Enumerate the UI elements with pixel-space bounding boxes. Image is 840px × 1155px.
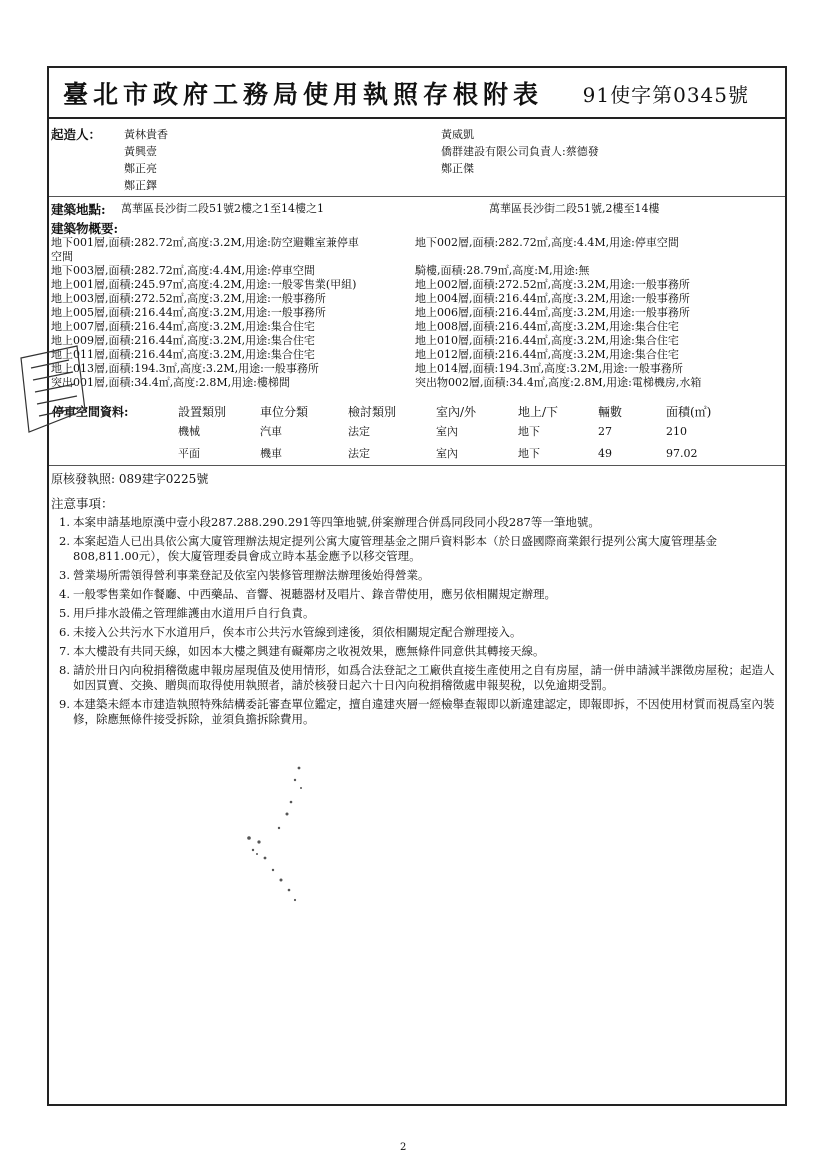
floor-entry: 地上012層,面積:216.44㎡,高度:3.2M,用途:集合住宅 (415, 348, 679, 361)
note-text: 營業場所需領得營利事業登記及依室內裝修管理辦法辦理後始得營業。 (73, 568, 430, 582)
builders-right (441, 126, 599, 177)
floor-entry: 地上009層,面積:216.44㎡,高度:3.2M,用途:集合住宅 (51, 334, 315, 347)
note-text: 未接入公共污水下水道用戶，俟本市公共污水管線到達後，須依相關規定配合辦理接入。 (73, 625, 522, 639)
table-cell: 27 (598, 425, 612, 438)
note-item (51, 534, 779, 564)
note-item (51, 587, 779, 602)
builders-label: 起造人： (51, 127, 102, 142)
note-text: 用戶排水設備之管理維護由水道用戶自行負責。 (73, 606, 315, 620)
overview-right (415, 236, 701, 390)
page-title: 臺北市政府工務局使用執照存根附表 (63, 80, 544, 109)
note-number: 8. (59, 663, 70, 677)
parking-header: 設置類別 (178, 405, 227, 419)
stamp-mark (17, 340, 89, 440)
table-cell: 法定 (348, 447, 370, 460)
note-text: 本建築未經本市建造執照特殊結構委託審查單位鑑定，擅自違建夾層一經檢舉查報即以新違建認定，即報即拆，不因使用材質而視爲室內裝修，除應無條件接受拆除，並須負擔拆除費用。 (73, 697, 775, 726)
floor-entry: 地下001層,面積:282.72㎡,高度:3.2M,用途:防空避難室兼停車 (51, 236, 359, 249)
parking-section (51, 402, 747, 465)
table-cell: 210 (666, 425, 687, 438)
note-number: 6. (59, 625, 70, 639)
builder-name: 黃興壹 (124, 145, 157, 158)
overview-label: 建築物概要: (51, 221, 119, 236)
parking-header: 室內/外 (436, 405, 477, 419)
notes-label: 注意事項： (51, 496, 114, 511)
floor-entry: 地上006層,面積:216.44㎡,高度:3.2M,用途:一般事務所 (415, 306, 690, 319)
page-number: 2 (400, 1142, 407, 1153)
note-number: 7. (59, 644, 70, 658)
floor-entry: 地上011層,面積:216.44㎡,高度:3.2M,用途:集合住宅 (51, 348, 315, 361)
floor-entry: 地上008層,面積:216.44㎡,高度:3.2M,用途:集合住宅 (415, 320, 679, 333)
parking-header: 檢討類別 (348, 405, 397, 419)
note-item (51, 625, 779, 640)
table-cell: 室內 (436, 425, 458, 438)
original-permit-label: 原核發執照: (51, 472, 116, 486)
builder-name: 黃威凱 (441, 128, 474, 141)
site-right: 萬華區長沙街二段51號,2樓至14樓 (489, 202, 660, 215)
note-text: 本案申請基地原漢中壹小段287.288.290.291等四筆地號,併案辦理合併爲同段同小段287等一筆地號。 (73, 515, 600, 529)
floor-entry: 地上001層,面積:245.97㎡,高度:4.2M,用途:一般零售業(甲組) (51, 278, 357, 291)
title-row (49, 68, 785, 119)
floor-entry: 地上013層,面積:194.3㎡,高度:3.2M,用途:一般事務所 (51, 362, 319, 375)
table-cell: 法定 (348, 425, 370, 438)
table-cell: 機車 (260, 447, 282, 460)
floor-entry: 地下003層,面積:282.72㎡,高度:4.4M,用途:停車空間 (51, 264, 315, 277)
note-number: 1. (59, 515, 70, 529)
parking-header: 地上/下 (518, 405, 559, 419)
note-text: 本案起造人已出具依公寓大廈管理辦法規定提列公寓大廈管理基金之開戶資料影本（於日盛國際商業銀行提列公寓大廈管理基金808,811.00元），俟大廈管理委員會成立時本基金應予以移交管理。 (73, 534, 717, 563)
note-number: 5. (59, 606, 70, 620)
floor-entry: 地上010層,面積:216.44㎡,高度:3.2M,用途:集合住宅 (415, 334, 679, 347)
table-cell: 平面 (178, 447, 200, 460)
table-cell: 機械 (178, 425, 200, 438)
floor-entry: 地上014層,面積:194.3㎡,高度:3.2M,用途:一般事務所 (415, 362, 683, 375)
note-item (51, 663, 779, 693)
builder-name: 鄭正亮 (124, 162, 157, 175)
note-item (51, 515, 779, 530)
note-number: 2. (59, 534, 70, 548)
builder-name: 黃林貴香 (124, 128, 168, 141)
note-text: 一般零售業如作餐廳、中西藥品、音響、視聽器材及唱片、錄音帶使用，應另依相關規定辦理。 (73, 587, 556, 601)
floor-entry: 地上003層,面積:272.52㎡,高度:3.2M,用途:一般事務所 (51, 292, 326, 305)
note-number: 9. (59, 697, 70, 711)
divider (49, 465, 785, 466)
permit-number: 91使字第0345號 (582, 83, 749, 107)
table-row (51, 443, 747, 465)
table-cell: 地下 (518, 425, 540, 438)
floor-entry: 地上004層,面積:216.44㎡,高度:3.2M,用途:一般事務所 (415, 292, 690, 305)
builder-name: 鄭正鐸 (124, 179, 157, 192)
floor-entry: 地上002層,面積:272.52㎡,高度:3.2M,用途:一般事務所 (415, 278, 690, 291)
note-item (51, 644, 779, 659)
builder-name: 僑群建設有限公司負責人:蔡德發 (441, 145, 599, 158)
table-cell: 地下 (518, 447, 540, 460)
parking-header-row (51, 402, 747, 421)
note-text: 本大樓設有共同天線，如因本大樓之興建有礙鄰房之收視效果，應無條件同意供其轉接天線。 (73, 644, 545, 658)
site-left: 萬華區長沙街二段51號2樓之1至14樓之1 (121, 202, 324, 215)
divider (49, 196, 785, 197)
floor-entry: 騎樓,面積:28.79㎡,高度:M,用途:無 (415, 264, 590, 277)
parking-header: 輛數 (598, 405, 623, 419)
site-label: 建築地點: (51, 202, 106, 217)
document-frame (47, 66, 787, 1106)
floor-entry: 空間 (51, 250, 73, 263)
note-text: 請於卅日內向稅捐稽徵處申報房屋現值及使用情形，如爲合法登記之工廠供直接生產使用之自有房屋，請一併申請減半課徵房屋稅；起造人如因買賣、交換、贈與而取得使用執照者，請於核發日起六十日內向稅捐稽徵處申報契稅，以免逾期受罰。 (73, 663, 775, 692)
parking-header: 面積(㎡) (666, 405, 712, 419)
parking-table (51, 402, 747, 465)
table-cell: 97.02 (666, 447, 698, 460)
overview-left (51, 236, 359, 390)
table-cell: 汽車 (260, 425, 282, 438)
note-item (51, 568, 779, 583)
original-permit-value: 089建字0225號 (118, 472, 209, 486)
table-cell: 室內 (436, 447, 458, 460)
note-item (51, 697, 779, 727)
table-cell: 49 (598, 447, 612, 460)
floor-entry: 突出物002層,面積:34.4㎡,高度:2.8M,用途:電梯機房,水箱 (415, 376, 702, 389)
parking-label: 停車空間資料: (52, 405, 129, 419)
builder-name: 鄭正傑 (441, 162, 474, 175)
floor-entry: 地下002層,面積:282.72㎡,高度:4.4M,用途:停車空間 (415, 236, 679, 249)
floor-entry: 地上005層,面積:216.44㎡,高度:3.2M,用途:一般事務所 (51, 306, 326, 319)
original-permit (51, 470, 208, 487)
notes-section (51, 496, 779, 731)
note-number: 4. (59, 587, 70, 601)
parking-header: 車位分類 (260, 405, 309, 419)
floor-entry: 突出001層,面積:34.4㎡,高度:2.8M,用途:樓梯間 (51, 376, 290, 389)
note-item (51, 606, 779, 621)
table-row (51, 421, 747, 443)
floor-entry: 地上007層,面積:216.44㎡,高度:3.2M,用途:集合住宅 (51, 320, 315, 333)
note-number: 3. (59, 568, 70, 582)
scan-smudge (229, 758, 339, 918)
builders-left (124, 126, 168, 194)
